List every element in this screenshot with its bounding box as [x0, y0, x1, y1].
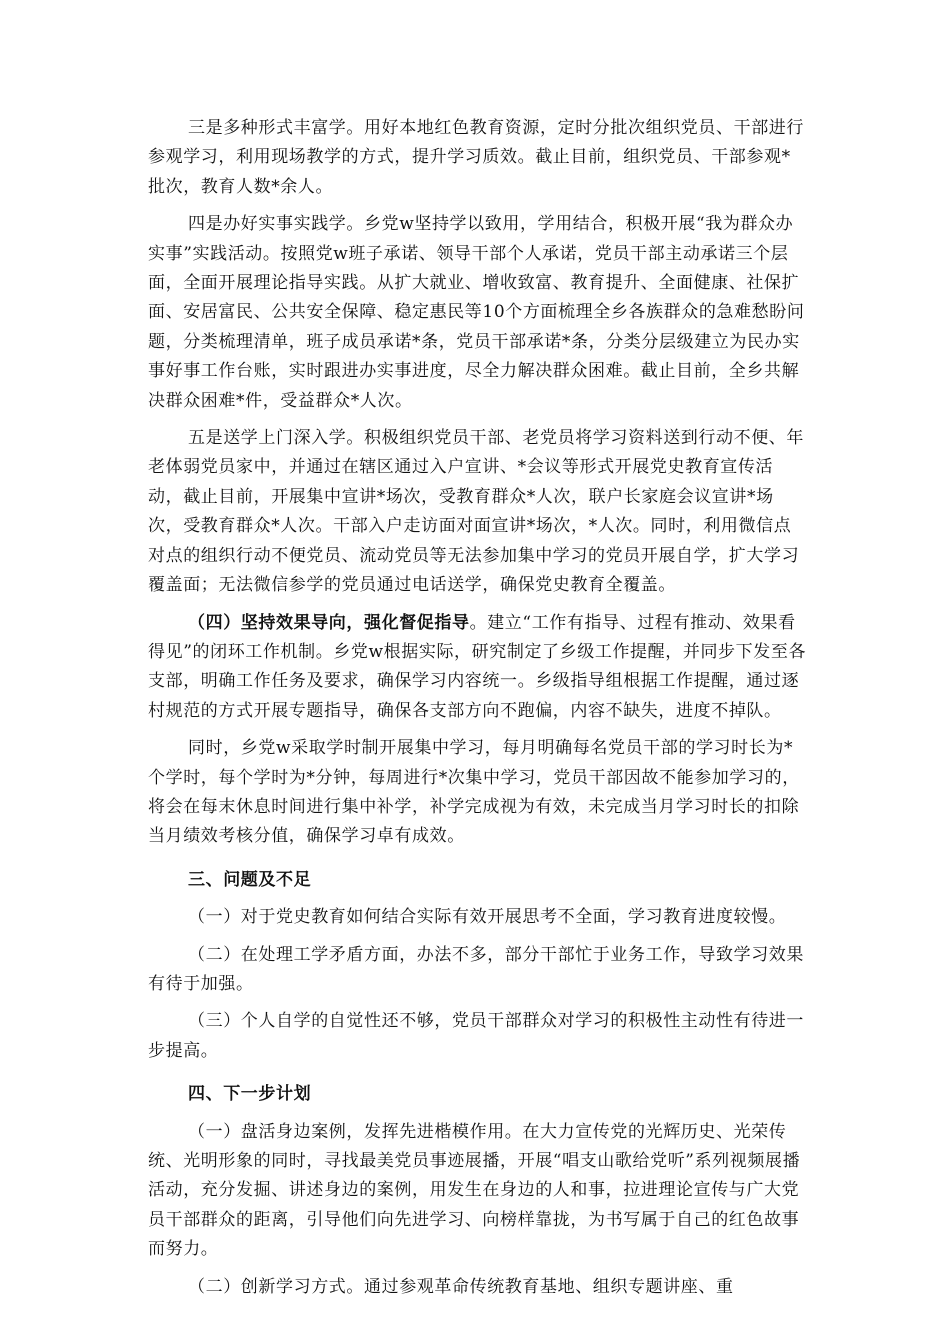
problem-item: （一）对于党史教育如何结合实际有效开展思考不全面，学习教育进度较慢。 — [188, 907, 787, 928]
paragraph-door-to-door-study: 五是送学上门深入学。积极组织党员干部、老党员将学习资料送到行动不便、年老体弱党员家中，并通过在辖区通过入户宣讲、*会议等形式开展党史教育宣传活动，截止目前，开展集中宣讲*场次，受教育群众*人次，联户长家庭会议宣讲*场次，受教育群众*人次。干部入户走访面对面宣讲*场次，*人次。同时，利用微信点对点的组织行动不便党员、流动党员等无法参加集中学习的党员开展自学，扩大学习覆盖面；无法微信参学的党员通过电话送学，确保党史教育全覆盖。 — [148, 428, 804, 596]
paragraph-result-oriented — [148, 609, 808, 727]
paragraph-multi-form-study: 三是多种形式丰富学。用好本地红色教育资源，定时分批次组织党员、干部进行参观学习，利用现场教学的方式，提升学习质效。截止目前，组织党员、干部参观*批次，教育人数*余人。 — [148, 118, 804, 197]
plan-item: （二）创新学习方式。通过参观革命传统教育基地、组织专题讲座、重 — [188, 1276, 734, 1297]
document-body — [148, 114, 808, 1302]
section-heading-next-plan: 四、下一步计划 — [188, 1084, 312, 1105]
problem-item: （三）个人自学的自觉性还不够，党员干部群众对学习的积极性主动性有待进一步提高。 — [148, 1011, 804, 1061]
paragraph-study-hours: 同时，乡党w采取学时制开展集中学习，每月明确每名党员干部的学习时长为*个学时，每个学时为*分钟，每周进行*次集中学习，党员干部因故不能参加学习的，将会在每末休息时间进行集中补学，补学完成视为有效，未完成当月学习时长的扣除当月绩效考核分值，确保学习卓有成效。 — [148, 738, 800, 847]
plan-item: （一）盘活身边案例，发挥先进楷模作用。在大力宣传党的光辉历史、光荣传统、光明形象的同时，寻找最美党员事迹展播，开展“唱支山歌给党听”系列视频展播活动，充分发掘、讲述身边的案例，用发生在身边的人和事，拉进理论宣传与广大党员干部群众的距离，引导他们向先进学习、向榜样靠拢，为书写属于自己的红色故事而努力。 — [148, 1121, 801, 1260]
problem-item: （二）在处理工学矛盾方面，办法不多，部分干部忙于业务工作，导致学习效果有待于加强。 — [148, 944, 804, 994]
subsection-4-text: 。建立“工作有指导、过程有推动、效果看得见”的闭环工作机制。乡党w根据实际，研究制定了乡级工作提醒，并同步下发至各支部，明确工作任务及要求，确保学习内容统一。乡级指导组根据工作提醒，通过逐村规范的方式开展专题指导，确保各支部方向不跑偏，内容不缺失，进度不掉队。 — [148, 612, 807, 721]
subsection-heading-4: （四）坚持效果导向，强化督促指导 — [188, 612, 470, 633]
section-heading-problems: 三、问题及不足 — [188, 869, 312, 890]
paragraph-practical-study: 四是办好实事实践学。乡党w坚持学以致用，学用结合，积极开展“我为群众办实事”实践活动。按照党w班子承诺、领导干部个人承诺，党员干部主动承诺三个层面，全面开展理论指导实践。从扩大就业、增收致富、教育提升、全面健康、社保扩面、安居富民、公共安全保障、稳定惠民等10个方面梳理全乡各族群众的急难愁盼问题，分类梳理清单，班子成员承诺*条，党员干部承诺*条，分类分层级建立为民办实事好事工作台账，实时跟进办实事进度，尽全力解决群众困难。截止目前，全乡共解决群众困难*件，受益群众*人次。 — [148, 214, 805, 411]
